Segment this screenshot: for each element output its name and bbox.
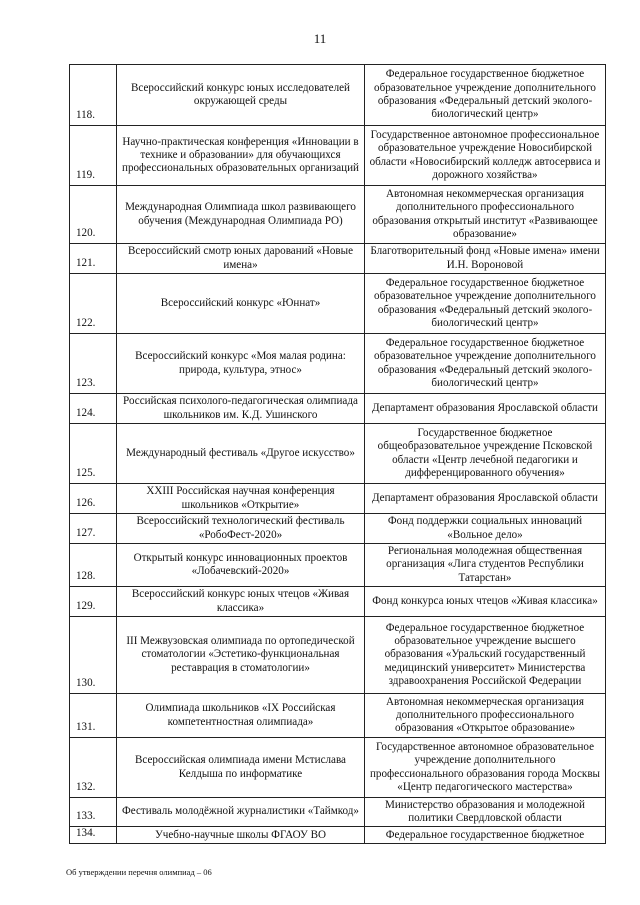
table-body [70,65,606,844]
event-name: III Межвузовская олимпиада по ортопедической стоматологии «Эстетико-функциональная реставрация в стоматологии» [117,617,365,694]
table-row [70,587,606,617]
organizer-name: Федеральное государственное бюджетное образовательное учреждение дополнительного образования «Федеральный детский эколого-биологический центр» [365,274,606,334]
organizer-name: Государственное бюджетное общеобразовательное учреждение Псковской области «Центр лечебной педагогики и дифференцированного обучения» [365,424,606,484]
table-row [70,617,606,694]
event-name: Международный фестиваль «Другое искусство» [117,424,365,484]
row-number: 120. [70,186,117,244]
row-number: 125. [70,424,117,484]
row-number: 131. [70,694,117,738]
organizer-name: Федеральное государственное бюджетное образовательное учреждение дополнительного образования «Федеральный детский эколого-биологический центр» [365,334,606,394]
row-number: 124. [70,394,117,424]
table-row [70,186,606,244]
row-number: 123. [70,334,117,394]
event-name: Международная Олимпиада школ развивающего обучения (Международная Олимпиада РО) [117,186,365,244]
row-number: 127. [70,514,117,544]
organizer-name: Министерство образования и молодежной политики Свердловской области [365,798,606,827]
organizer-name: Фонд поддержки социальных инноваций «Вольное дело» [365,514,606,544]
event-name: Всероссийская олимпиада имени Мстислава Келдыша по информатике [117,738,365,798]
table-row [70,126,606,186]
table-row [70,394,606,424]
organizer-name: Федеральное государственное бюджетное [365,827,606,844]
table-row [70,694,606,738]
table-row [70,798,606,827]
organizer-name: Государственное автономное образовательное учреждение дополнительного профессионального образования города Москвы «Центр педагогического мастерства» [365,738,606,798]
olympiad-table [69,64,606,844]
row-number: 133. [70,798,117,827]
event-name: Фестиваль молодёжной журналистики «Таймкод» [117,798,365,827]
row-number: 129. [70,587,117,617]
event-name: Всероссийский конкурс «Юннат» [117,274,365,334]
organizer-name: Федеральное государственное бюджетное образовательное учреждение дополнительного образования «Федеральный детский эколого-биологический центр» [365,65,606,126]
page-number: 11 [313,31,327,46]
organizer-name: Автономная некоммерческая организация дополнительного профессионального образования открытый институт «Развивающее образование» [365,186,606,244]
table-row [70,484,606,514]
organizer-name: Автономная некоммерческая организация дополнительного профессионального образования «Открытое образование» [365,694,606,738]
table-row [70,244,606,274]
event-name: Российская психолого-педагогическая олимпиада школьников им. К.Д. Ушинского [117,394,365,424]
row-number: 119. [70,126,117,186]
organizer-name: Департамент образования Ярославской области [365,394,606,424]
event-name: Всероссийский конкурс юных чтецов «Живая классика» [117,587,365,617]
row-number: 118. [70,65,117,126]
table-row [70,544,606,587]
event-name: Всероссийский технологический фестиваль «РобоФест-2020» [117,514,365,544]
organizer-name: Региональная молодежная общественная организация «Лига студентов Республики Татарстан» [365,544,606,587]
event-name: Научно-практическая конференция «Инновации в технике и образовании» для обучающихся профессиональных образовательных организаций [117,126,365,186]
row-number: 134. [70,827,117,844]
row-number: 121. [70,244,117,274]
table-row [70,274,606,334]
event-name: XXIII Российская научная конференция школьников «Открытие» [117,484,365,514]
footer-note: Об утверждении перечня олимпиад – 06 [66,867,212,877]
table-row [70,65,606,126]
event-name: Олимпиада школьников «IX Российская компетентностная олимпиада» [117,694,365,738]
organizer-name: Департамент образования Ярославской области [365,484,606,514]
row-number: 130. [70,617,117,694]
event-name: Открытый конкурс инновационных проектов «Лобачевский-2020» [117,544,365,587]
table-row [70,424,606,484]
event-name: Всероссийский конкурс «Моя малая родина: природа, культура, этнос» [117,334,365,394]
organizer-name: Благотворительный фонд «Новые имена» имени И.Н. Вороновой [365,244,606,274]
table-row [70,827,606,844]
row-number: 126. [70,484,117,514]
row-number: 128. [70,544,117,587]
row-number: 122. [70,274,117,334]
organizer-name: Фонд конкурса юных чтецов «Живая классика» [365,587,606,617]
event-name: Всероссийский смотр юных дарований «Новые имена» [117,244,365,274]
organizer-name: Федеральное государственное бюджетное образовательное учреждение высшего образования «Уральский государственный медицинский университет» Министерства здравоохранения Российской Федерации [365,617,606,694]
table-row [70,514,606,544]
table-row [70,738,606,798]
event-name: Учебно-научные школы ФГАОУ ВО [117,827,365,844]
organizer-name: Государственное автономное профессиональное образовательное учреждение Новосибирской области «Новосибирский колледж автосервиса и дорожного хозяйства» [365,126,606,186]
row-number: 132. [70,738,117,798]
table-row [70,334,606,394]
event-name: Всероссийский конкурс юных исследователей окружающей среды [117,65,365,126]
